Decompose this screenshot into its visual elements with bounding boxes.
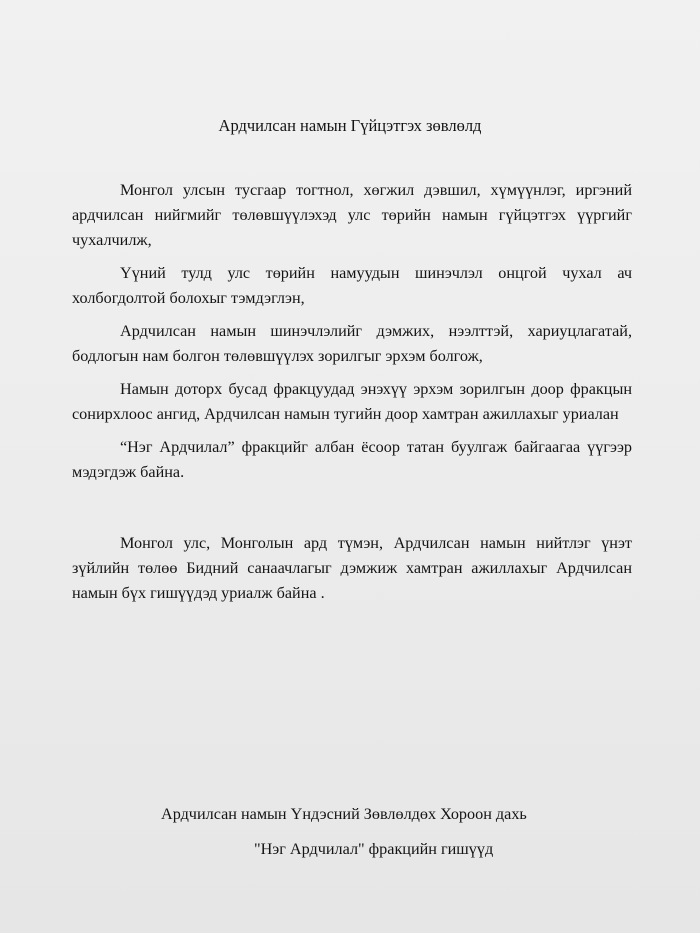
paragraph-6: Монгол улс, Монголын ард түмэн, Ардчилсан намын нийтлэг үнэт зүйлийн төлөө Бидний санаачлагыг дэмжиж хамтран ажиллахыг Ардчилсан намын бүх гишүүдэд уриалж байна . (72, 534, 632, 602)
paragraph-3: Ардчилсан намын шинэчлэлийг дэмжих, нээлттэй, хариуцлагатай, бодлогын нам болгон төлөвшүүлэх зорилгыг эрхэм болгож, (72, 322, 632, 365)
document-title: Ардчилсан намын Гүйцэтгэх зөвлөлд (218, 116, 482, 135)
paragraph-1: Монгол улсын тусгаар тогтнол, хөгжил дэвшил, хүмүүнлэг, иргэний ардчилсан нийгмийг төлөвшүүлэхэд улс төрийн намын гүйцэтгэх үүргийг чухалчилж, (72, 181, 632, 249)
signature-line-1: Ардчилсан намын Үндэсний Зөвлөлдөх Хороон дахь (161, 805, 527, 823)
paragraph-5: “Нэг Ардчилал” фракцийг албан ёсоор татан буулгаж байгаагаа үүгээр мэдэгдэж байна. (72, 438, 632, 481)
paragraph-4: Намын доторх бусад фракцуудад энэхүү эрхэм зорилгын доор фракцын сонирхлоос ангид, Ардчилсан намын тугийн доор хамтран ажиллахыг уриалан (72, 380, 632, 423)
document-body (72, 178, 632, 614)
signature-block (0, 797, 700, 867)
signature-line-2: "Нэг Ардчилал" фракцийн гишүүд (254, 840, 494, 858)
paragraph-2: Үүний тулд улс төрийн намуудын шинэчлэл онцгой чухал ач холбогдолтой болохыг тэмдэглэн, (72, 264, 632, 307)
